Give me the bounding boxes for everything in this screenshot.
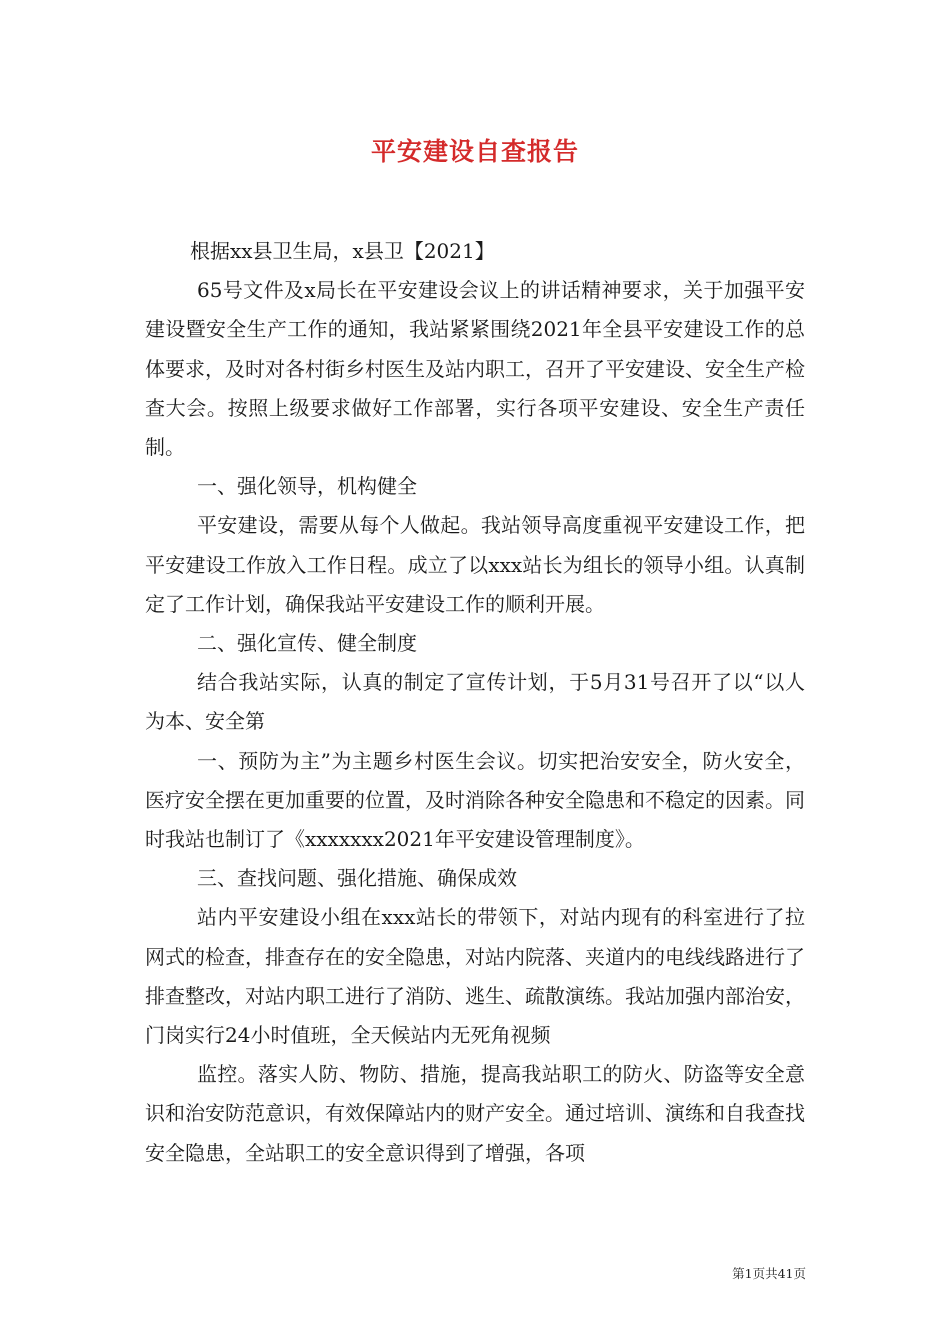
paragraph: 监控。落实人防、物防、措施，提高我站职工的防火、防盗等安全意识和治安防范意识，有效保障站内的财产安全。通过培训、演练和自我查找安全隐患，全站职工的安全意识得到了增强，各项 bbox=[145, 1062, 805, 1165]
paragraph: 站内平安建设小组在xxx站长的带领下，对站内现有的科室进行了拉网式的检查，排查存在的安全隐患，对站内院落、夹道内的电线线路进行了排查整改，对站内职工进行了消防、逃生、疏散演练。我站加强内部治安，门岗实行24小时值班，全天候站内无死角视频 bbox=[145, 905, 805, 1048]
section-heading: 三、查找问题、强化措施、确保成效 bbox=[197, 866, 517, 891]
paragraph: 根据xx县卫生局，x县卫【2021】 bbox=[190, 239, 495, 263]
paragraph: 65号文件及x局长在平安建设会议上的讲话精神要求，关于加强平安建设暨安全生产工作的通知，我站紧紧围绕2021年全县平安建设工作的总体要求，及时对各村街乡村医生及站内职工，召开了平安建设、安全生产检查大会。按照上级要求做好工作部署，实行各项平安建设、安全生产责任制。 bbox=[145, 278, 805, 460]
section-heading: 二、强化宣传、健全制度 bbox=[197, 631, 417, 656]
paragraph: 一、预防为主”为主题乡村医生会议。切实把治安安全，防火安全，医疗安全摆在更加重要的位置，及时消除各种安全隐患和不稳定的因素。同时我站也制订了《xxxxxxx2021年平安建设管理制度》。 bbox=[145, 748, 805, 852]
document-body bbox=[145, 232, 805, 1173]
paragraph: 结合我站实际，认真的制定了宣传计划，于5月31号召开了以“以人为本、安全第 bbox=[145, 670, 805, 734]
document-title: 平安建设自查报告 bbox=[370, 137, 579, 166]
paragraph: 平安建设，需要从每个人做起。我站领导高度重视平安建设工作，把平安建设工作放入工作日程。成立了以xxx站长为组长的领导小组。认真制定了工作计划，确保我站平安建设工作的顺利开展。 bbox=[145, 513, 805, 616]
page-number: 第1页共41页 bbox=[732, 1266, 806, 1281]
section-heading: 一、强化领导，机构健全 bbox=[197, 474, 417, 499]
